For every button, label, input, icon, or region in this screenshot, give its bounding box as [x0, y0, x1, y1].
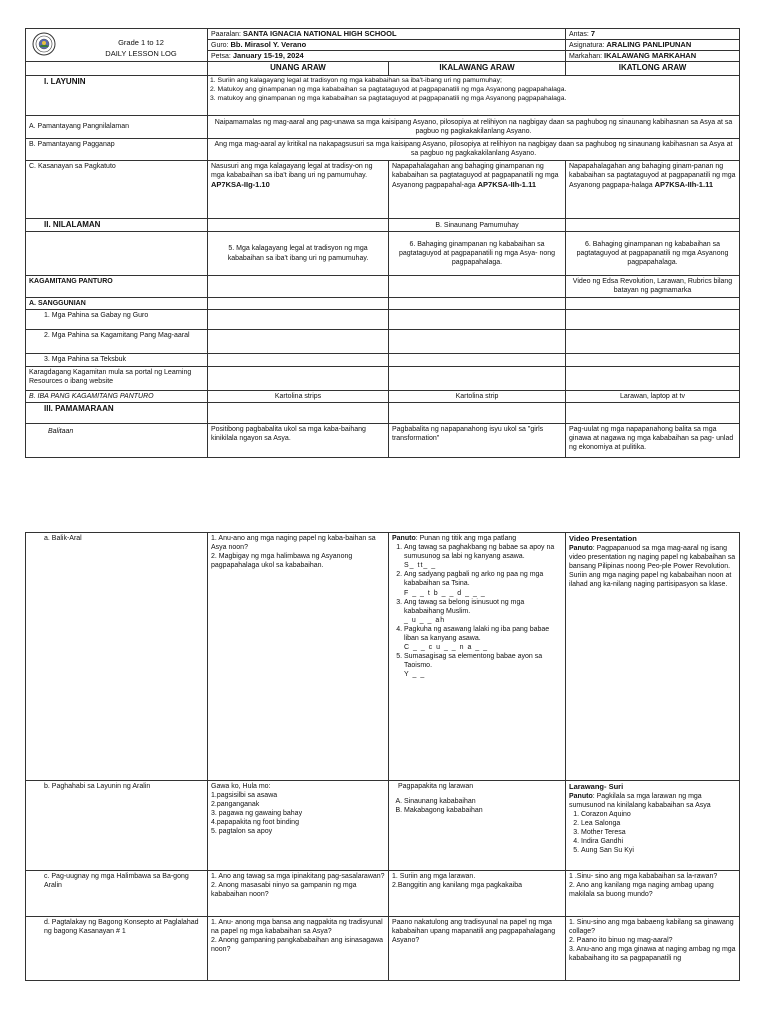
nilalaman-day3: 6. Bahaging ginampanan ng kababaihan sa pagtataguyod at pagpapanatili ng mga Asyanong pagpapahalaga. [566, 232, 740, 276]
markahan-value: IKALAWANG MARKAHAN [604, 51, 697, 61]
sanggunian-item: 3. Mga Pahina sa Teksbuk [26, 354, 208, 367]
paguugnay-day2: 1. Suriin ang mga larawan. 2.Banggitin ang kanilang mga pagkakaiba [389, 871, 566, 917]
pagganap-label: B. Pamantayang Pagganap [26, 138, 208, 160]
header-title [86, 38, 196, 60]
nilalaman-topic: B. Sinaunang Pamumuhay [389, 218, 566, 231]
pagkatuto-day2: Napapahalagahan ang bahaging ginampanan ng kababaihan sa pagtataguyod at pagpapanatili ng mga Asyanong pagpapahal-aga AP7KSA-IIh-1.11 [389, 160, 566, 218]
antas-value: 7 [590, 29, 595, 38]
sanggunian-title: A. SANGGUNIAN [26, 298, 208, 310]
day2-header: IKALAWANG ARAW [389, 62, 566, 75]
balitaan-day3: Pag-uulat ng mga napapanahong balita sa mga ginawa at nagawa ng mga kababaihan sa pag- unlad ng ekonomiya at pulitika. [566, 424, 740, 458]
list-item: 4.papapakita ng foot binding [211, 819, 299, 827]
antas-cell: Antas: 7 [566, 29, 740, 40]
list-item: 2.panganganak [211, 801, 260, 809]
pagtalakay-day2: Paano nakatulong ang tradisyunal na papel ng mga kababaihan upang mapanatili ang pagpapahalagang Asyano? [389, 917, 566, 981]
lesson-log-table-1 [25, 28, 740, 458]
balik-aral-day3: Video Presentation Panuto: Pagpapanuod sa mga mag-aaral ng isang video presentation ng naging papel ng kababaihan sa bansang Pilipinas noong Peo-ple Power Revolution. Suriin ang mga naging papel ng kababaihan noon at ilahad ang ka-nilang naging partisipasyon sa klase. [566, 533, 740, 781]
iba-day1: Kartolina strips [208, 391, 389, 403]
pagtalakay-day3: 1. Sinu-sino ang mga babaeng kabilang sa ginawang collage? 2. Paano ito binuo ng mag-aaral? 3. Anu-ano ang mga ginawa at naging ambag ng mga kababaihang ito sa pagpapanatili ng [566, 917, 740, 981]
petsa-cell: Petsa: January 15-19, 2024 [208, 51, 566, 62]
pangnilalaman-text: Naipamamalas ng mag-aaral ang pag-unawa sa mga kaisipang Asyano, pilosopiya at relihiyon na nagbigay daan sa paghubog ng sinaunang kabihasnan sa Asya at sa pagbuo ng pagkakakilanlang Asyano. [208, 115, 740, 138]
list-item: 5. Sumasagisag sa elementong babae ayon sa Taoismo. Y _ _ [404, 652, 562, 679]
kagamitan-title: KAGAMITANG PANTURO [26, 276, 208, 298]
list-item: 4. Pagkuha ng asawang lalaki ng iba pang babae liban sa kanyang asawa. C _ _ c u _ _ n a _ _ [404, 625, 562, 652]
layunin-item: 2. Matukoy ang ginampanan ng mga kababaihan sa pagtataguyod at pagpapanatili ng mga Asyanong pagpapahalaga. [210, 85, 567, 93]
list-item: 5. Aung San Su Kyi [581, 846, 736, 855]
paghahabi-label: b. Paghahabi sa Layunin ng Aralin [26, 781, 208, 871]
pagtalakay-day1: 1. Anu- anong mga bansa ang nagpakita ng tradisyunal na papel ng mga kababaihan sa Asya? 2. Anong gampaning pangkababaihan ang isinasagawa noon? [208, 917, 389, 981]
list-item: 1. Ang tawag sa paghakbang ng babae sa apoy na sumusunog sa labi ng kanyang asawa. S_ tt_ _ [404, 543, 562, 570]
nilalaman-day1: 5. Mga kalagayang legal at tradisyon ng mga kababaihan sa iba't ibang uri ng pamumuhay. [208, 232, 389, 276]
competency-code: AP7KSA-IIh-1.11 [477, 179, 536, 189]
paguugnay-day1: 1. Ano ang tawag sa mga ipinakitang pag-sasalarawan? 2. Anong masasabi ninyo sa gampanin ng mga kababaihan noon? [208, 871, 389, 917]
lesson-log-page-2 [25, 532, 739, 981]
nilalaman-day2: 6. Bahaging ginampanan ng kababaihan sa pagtataguyod at pagpapanatili ng mga Asya- nong pagpapahalaga. [389, 232, 566, 276]
guro-cell: Guro: Bb. Mirasol Y. Verano [208, 40, 566, 51]
lesson-log-page-1 [25, 28, 739, 458]
list-item: B. Makabagong kababaihan [404, 806, 562, 815]
pagkatuto-label: C. Kasanayan sa Pagkatuto [26, 160, 208, 218]
competency-code: AP7KSA-IIg-1.10 [211, 179, 270, 189]
list-item: 2. Ang sadyang pagbali ng arko ng paa ng mga kababaihan sa Tsina. F _ _ t b _ _ d _ _ _ [404, 570, 562, 597]
balik-aral-day1: 1. Anu-ano ang mga naging papel ng kaba-baihan sa Asya noon? 2. Magbigay ng mga halimbawa ng Asyanong pagpapahalaga ukol sa kababaihan. [208, 533, 389, 781]
paguugnay-day3: 1 .Sinu- sino ang mga kababaihan sa la-rawan? 2. Ano ang kanilang mga naging ambag upang makilala sa buong mundo? [566, 871, 740, 917]
list-item: 1. Corazon Aquino [581, 810, 736, 819]
list-item: 3. Ang tawag sa belong isinusuot ng mga kababaihang Muslim. _ u _ _ ah [404, 598, 562, 625]
lesson-log-table-2 [25, 532, 740, 981]
pagganap-text: Ang mga mag-aaral ay kritikal na nakapagsusuri sa mga kaisipang Asyano, pilosopiya at relihiyon na nagbigay daan sa paghubog ng sinaunang kabihasnan sa Asya at sa pagbuo ng pagkakakilanlang Asyano. [208, 138, 740, 160]
log-title: DAILY LESSON LOG [105, 48, 177, 58]
day3-header: IKATLONG ARAW [566, 62, 740, 75]
markahan-cell: Markahan: IKALAWANG MARKAHAN [566, 51, 740, 62]
list-item: 5. pagtalon sa apoy [211, 828, 273, 836]
paghahabi-day3: Larawang- Suri Panuto: Pagkilala sa mga larawan ng mga sumusunod na kinilalang kababaihan sa Asya 1. Corazon Aquino 2. Lea Salonga 3. Mother Teresa 4. Indira Gandhi 5. Aung San Su Kyi [566, 781, 740, 871]
sanggunian-item: 1. Mga Pahina sa Gabay ng Guro [26, 310, 208, 330]
paghahabi-day2: Pagpapakita ng larawan A. Sinaunang kababaihan B. Makabagong kababaihan [389, 781, 566, 871]
nilalaman-title: II. NILALAMAN [26, 218, 208, 231]
balitaan-day1: Positibong pagbabalita ukol sa mga kaba-baihang kinikilala ngayon sa Asya. [208, 424, 389, 458]
balitaan-day2: Pagbabalita ng napapanahong isyu ukol sa "girls transformation" [389, 424, 566, 458]
layunin-title: I. LAYUNIN [26, 75, 208, 115]
paguugnay-label: c. Pag-uugnay ng mga Halimbawa sa Ba-gong Aralin [26, 871, 208, 917]
header-logo-cell [26, 29, 208, 62]
pamamaraan-title: III. PAMAMARAAN [26, 403, 208, 424]
iba-label: B. IBA PANG KAGAMITANG PANTURO [26, 391, 208, 403]
paaralan-cell: Paaralan: SANTA IGNACIA NATIONAL HIGH SCHOOL [208, 29, 566, 40]
list-item: 4. Indira Gandhi [581, 837, 736, 846]
pagtalakay-label: d. Pagtalakay ng Bagong Konsepto at Paglalahad ng bagong Kasanayan # 1 [26, 917, 208, 981]
asignatura-cell: Asignatura: ARALING PANLIPUNAN [566, 40, 740, 51]
balik-aral-label: a. Balik-Aral [26, 533, 208, 781]
kagamitan-day3: Video ng Edsa Revolution, Larawan, Rubrics bilang batayan ng pagmamarka [566, 276, 740, 298]
deped-seal-icon [32, 32, 56, 56]
petsa-value: January 15-19, 2024 [232, 51, 304, 61]
layunin-list [208, 75, 740, 115]
guro-value: Bb. Mirasol Y. Verano [230, 40, 307, 50]
balik-aral-day2: Panuto: Punan ng titik ang mga patlang 1. Ang tawag sa paghakbang ng babae sa apoy na sumusunog sa labi ng kanyang asawa. S_ tt_ _ 2. Ang sadyang pagbali ng arko ng paa ng mga kababaihan sa Tsina. F _ _ t b _ _ d _ _ _ 3. Ang tawag sa belong isinusuot ng mga kababaihang Muslim. _ u _ _ ah 4. Pagkuha ng asawang lalaki ng iba pang babae liban sa kanyang asawa. C _ _ c u _ _ n a _ _ 5. Sumasagisag sa elementong babae ayon sa Taoismo. Y _ _ [389, 533, 566, 781]
list-item: 1.pagsisilbi sa asawa [211, 792, 278, 800]
list-item: 3. pagawa ng gawaing bahay [211, 810, 303, 818]
grade-label: Grade 1 to 12 [118, 38, 164, 47]
portal-label: Karagdagang Kagamitan mula sa portal ng Learning Resources o ibang website [26, 367, 208, 391]
iba-day2: Kartolina strip [389, 391, 566, 403]
layunin-item: 1. Suriin ang kalagayang legal at tradisyon ng mga kababaihan sa iba't-ibang uri ng pamumuhay; [210, 76, 502, 84]
pangnilalaman-label: A. Pamantayang Pangnilalaman [26, 115, 208, 138]
paaralan-value: SANTA IGNACIA NATIONAL HIGH SCHOOL [242, 29, 397, 38]
iba-day3: Larawan, laptop at tv [566, 391, 740, 403]
list-item: A. Sinaunang kababaihan [404, 797, 562, 806]
list-item: 2. Lea Salonga [581, 819, 736, 828]
competency-code: AP7KSA-IIh-1.11 [654, 179, 713, 189]
sanggunian-item: 2. Mga Pahina sa Kagamitang Pang Mag-aaral [26, 330, 208, 354]
balitaan-label: Balitaan [26, 424, 208, 458]
asignatura-value: ARALING PANLIPUNAN [606, 40, 692, 50]
pagkatuto-day3: Napapahalagahan ang bahaging ginam-panan ng kababaihan sa pagtataguyod at pagpapanatili ng mga Asyanong pagpapa-halaga AP7KSA-IIh-1.11 [566, 160, 740, 218]
paghahabi-day1: Gawa ko, Hula mo: 1.pagsisilbi sa asawa 2.panganganak 3. pagawa ng gawaing bahay 4.papapakita ng foot binding 5. pagtalon sa apoy [208, 781, 389, 871]
day1-header: UNANG ARAW [208, 62, 389, 75]
pagkatuto-day1: Nasusuri ang mga kalagayang legal at tradisy-on ng mga kababaihan sa iba't ibang uri ng pamumuhay. AP7KSA-IIg-1.10 [208, 160, 389, 218]
layunin-item: 3. matukoy ang ginampanan ng mga kababaihan sa pagtataguyod at pagpapanatili ng mga Asyanong pagpapahalaga. [210, 95, 567, 103]
list-item: 3. Mother Teresa [581, 828, 736, 837]
